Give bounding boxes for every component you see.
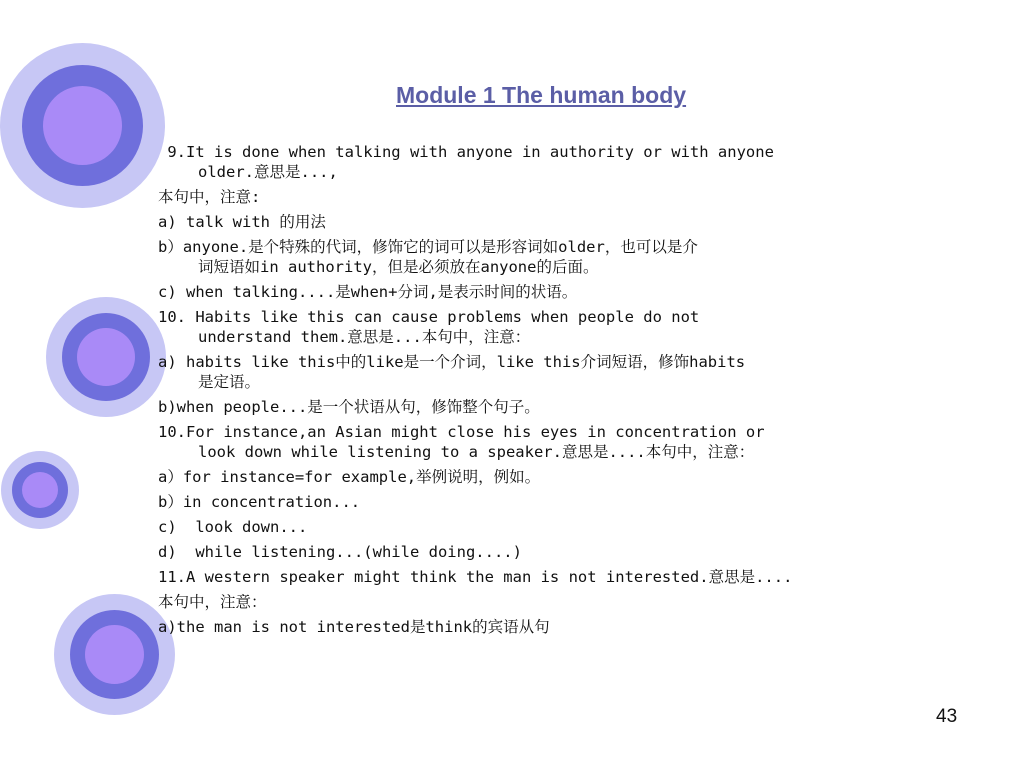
text-line: d) while listening...(while doing....)	[158, 543, 522, 561]
text-line: c) when talking....是when+分词,是表示时间的状语。	[158, 283, 578, 301]
text-line: 本句中，注意：	[158, 593, 267, 611]
decorative-circle-4	[54, 594, 175, 715]
text-line: a) talk with 的用法	[158, 213, 326, 231]
circle-3-inner	[22, 472, 58, 508]
text-line: 11.A western speaker might think the man is not interested.意思是....	[158, 568, 793, 586]
text-line: a）for instance=for example,举例说明，例如。	[158, 468, 541, 486]
text-line: look down while listening to a speaker.意思是....本句中，注意：	[198, 443, 755, 461]
text-line: a) habits like this中的like是一个介词，like this介词短语，修饰habits	[158, 353, 746, 371]
text-line: b）anyone.是个特殊的代词，修饰它的词可以是形容词如older，也可以是介	[158, 238, 698, 256]
text-line: a)the man is not interested是think的宾语从句	[158, 618, 550, 636]
page-number: 43	[936, 706, 958, 727]
text-line: older.意思是...,	[198, 163, 338, 181]
text-line: 词短语如in authority，但是必须放在anyone的后面。	[198, 258, 599, 276]
text-line: 本句中，注意:	[158, 188, 261, 206]
decorative-circle-1	[0, 43, 165, 208]
text-line: 10. Habits like this can cause problems when people do not	[158, 308, 700, 326]
slide-title: Module 1 The human body	[396, 82, 687, 108]
text-line: c) look down...	[158, 518, 308, 536]
text-line: 是定语。	[198, 373, 261, 391]
decorative-circle-2	[46, 297, 166, 417]
text-line: b）in concentration...	[158, 493, 361, 511]
text-line: 9.It is done when talking with anyone in authority or with anyone	[158, 143, 774, 161]
slide-body	[158, 142, 918, 637]
text-line: 10.For instance,an Asian might close his eyes in concentration or	[158, 423, 765, 441]
decorative-circle-3	[1, 451, 79, 529]
circle-2-inner	[77, 328, 135, 386]
text-line: b)when people...是一个状语从句，修饰整个句子。	[158, 398, 540, 416]
text-line: understand them.意思是...本句中，注意：	[198, 328, 531, 346]
circle-1-inner	[43, 86, 122, 165]
circle-4-inner	[85, 625, 144, 684]
